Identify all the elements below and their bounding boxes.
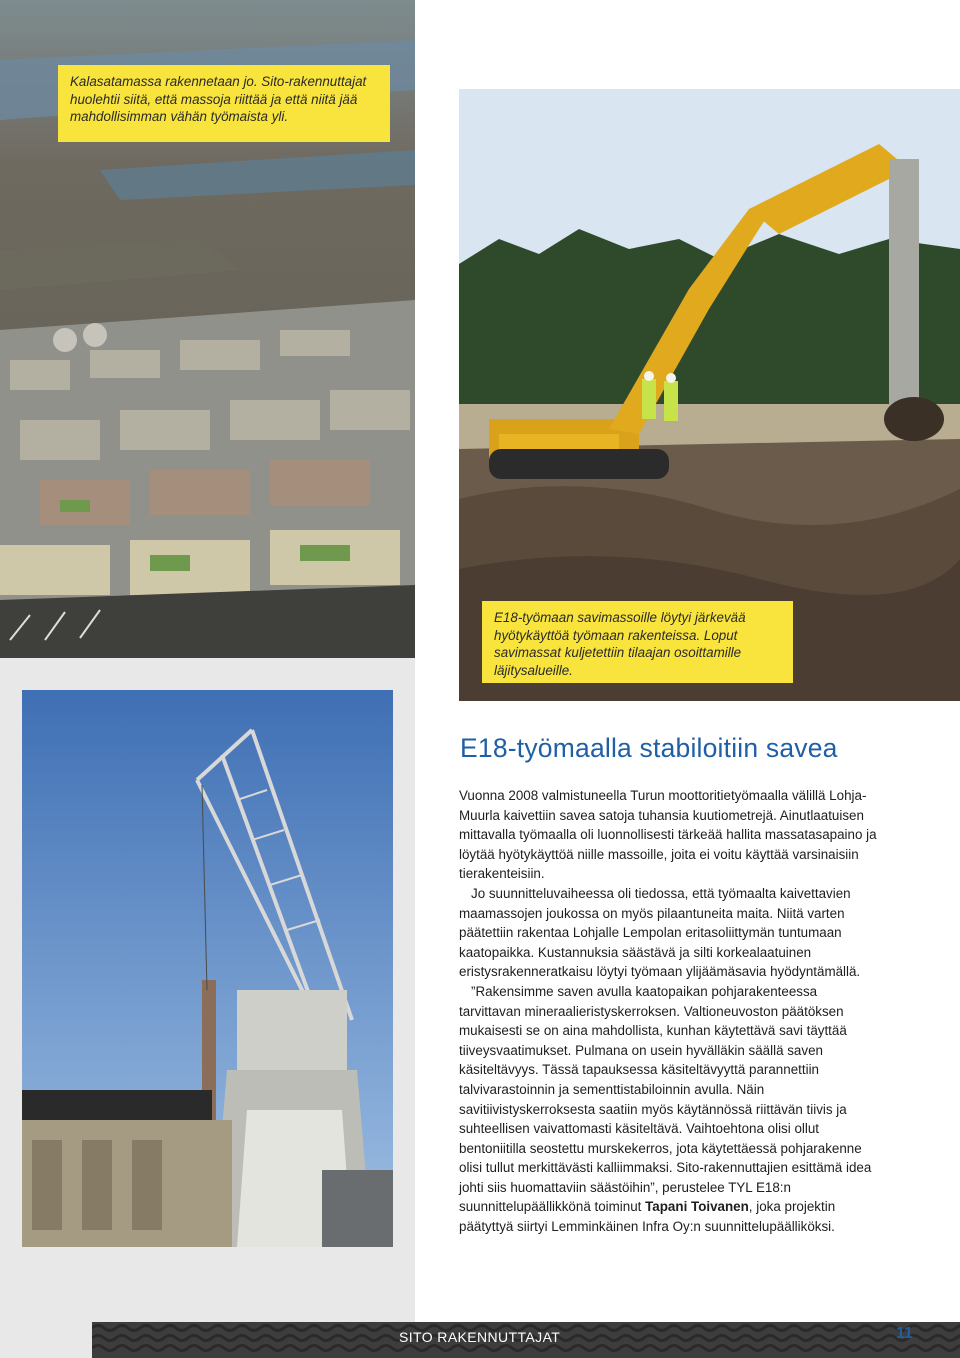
harbour-crane-image [22,690,393,1247]
article-paragraph-1: Vuonna 2008 valmistuneella Turun moottoritietyömaalla välillä Lohja-Muurla kaivettiin savea satoja tuhansia kuutiometrejä. Ainutlaatuisen mittavalla työmaalla oli luonnollisesti tärkeää hallita massatasapaino ja löytää hyötykäyttöä niille massoille, joita ei voitu käyttää varsinaisiin tierakenteisiin. [459,788,877,882]
caption-kalasatama: Kalasatamassa rakennetaan jo. Sito-rakennuttajat huolehtii siitä, että massoja riittää ja että niitä jää mahdollisimman vähän työmaista yli. [58,65,390,142]
article-paragraph-3 [459,982,879,1237]
caption-e18-clay: E18-työmaan savimassoille löytyi järkevää hyötykäyttöä työmaan rakenteissa. Loput savimassat kuljetettiin tilaajan osoittamille läjitysalueille. [482,601,793,683]
page-number: 11 [896,1325,913,1342]
article-title: E18-työmaalla stabiloitiin savea [460,733,838,763]
article-paragraph-2: Jo suunnitteluvaiheessa oli tiedossa, että työmaalta kaivettavien maamassojen joukossa on myös pilaantuneita maita. Niitä varten päätettiin rakentaa Lohjalle Lempolan eritasoliittymän tuntumaan kaatopaikka. Kustannuksia säästävä ja silti korkealaatuinen eristysrakenneratkaisu löytyi työmaan ylijäämäsavia hyödyntämällä. [459,885,861,980]
article-body [459,786,879,1237]
article-paragraph-3-text: ”Rakensimme saven avulla kaatopaikan pohjarakenteessa tarvittavan mineraalieristyskerroksen. Valtioneuvoston päätöksen mukaisesti se on aina mahdollista, kunhan käytettävä savi täyttää tiiveysvaatimukset. Pulmana on usein hyvälläkin säällä saven käsiteltävyys. Tässä tapauksessa käsiteltävyyttä parannettiin talvivarastoinnin ja sementtistabiloinnin avulla. Näin savitiivistyskerroksesta saatiin myös käytännössä riittävän tiivis ja suhteellisen vaivattomasti käsiteltävä. Vaihtoehtona olisi ollut bentoniitilla seostettu murskekerros, jota käytettäessä pohjarakenne olisi tullut merkittävästi kalliimmaksi. Sito-rakennuttajien esittämä idea johti siis huomattaviin säästöihin”, perustelee TYL E18:n suunnittelupäällikkönä toiminut [459,983,872,1215]
person-name: Tapani Toivanen [645,1199,749,1215]
article-paragraph-3-end: , joka projektin päätyttyä siirtyi Lemminkäinen Infra Oy:n suunnittelupäälliköksi. [459,1199,836,1235]
publication-name: SITO RAKENNUTTAJAT [399,1329,561,1345]
harbour-crane-photo [22,690,393,1247]
